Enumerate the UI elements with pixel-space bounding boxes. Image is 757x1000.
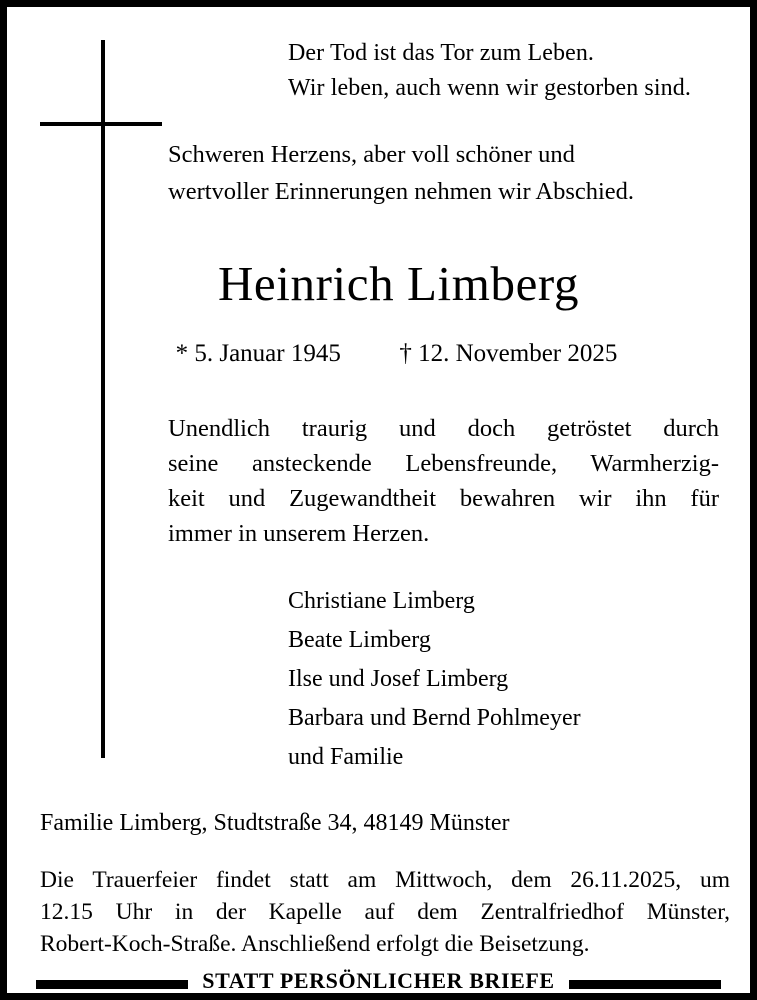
footer-rule-right: [569, 980, 721, 989]
footer-label: STATT PERSÖNLICHER BRIEFE: [202, 968, 555, 993]
funeral-service-details: [40, 864, 730, 960]
birth-symbol: *: [175, 340, 189, 367]
farewell-line: wertvoller Erinnerungen nehmen wir Abschied.: [168, 178, 635, 205]
death-date: 12. November 2025: [418, 340, 618, 367]
list-item: und Familie: [288, 744, 404, 770]
memorial-line: seine ansteckende Lebensfreunde, Warmherzig-: [168, 450, 719, 477]
footer-rule-left: [36, 980, 188, 989]
farewell-block: [168, 136, 728, 210]
list-item: Ilse und Josef Limberg: [288, 666, 509, 692]
mourners-list: [288, 582, 708, 777]
list-item: Christiane Limberg: [288, 588, 475, 614]
farewell-line: Schweren Herzens, aber voll schöner und: [168, 141, 575, 168]
family-address: Familie Limberg, Studtstraße 34, 48149 Münster: [40, 810, 510, 836]
verse-line: Der Tod ist das Tor zum Leben.: [288, 40, 595, 66]
notice-footer: [7, 959, 750, 993]
memorial-line: immer in unserem Herzen.: [168, 520, 430, 547]
list-item: Barbara und Bernd Pohlmeyer: [288, 705, 581, 731]
list-item: Beate Limberg: [288, 627, 431, 653]
service-line: 12.15 Uhr in der Kapelle auf dem Zentralfriedhof Münster,: [40, 899, 730, 925]
deceased-name: Heinrich Limberg: [217, 256, 580, 311]
cross-icon-horizontal-stroke: [40, 122, 162, 126]
life-dates: [7, 337, 750, 371]
verse-block: [288, 36, 728, 106]
memorial-line: keit und Zugewandtheit bewahren wir ihn für: [168, 485, 719, 512]
death-symbol: †: [399, 340, 412, 367]
memorial-line: Unendlich traurig und doch getröstet durch: [168, 415, 719, 442]
cross-icon-vertical-stroke: [101, 40, 105, 758]
service-line: Die Trauerfeier findet statt am Mittwoch, dem 26.11.2025, um: [40, 867, 730, 893]
memorial-text-block: [168, 411, 719, 551]
notice-sheet: [7, 7, 750, 993]
service-line: Robert-Koch-Straße. Anschließend erfolgt die Beisetzung.: [40, 931, 590, 957]
birth-date: 5. Januar 1945: [194, 340, 341, 367]
verse-line: Wir leben, auch wenn wir gestorben sind.: [288, 75, 691, 101]
